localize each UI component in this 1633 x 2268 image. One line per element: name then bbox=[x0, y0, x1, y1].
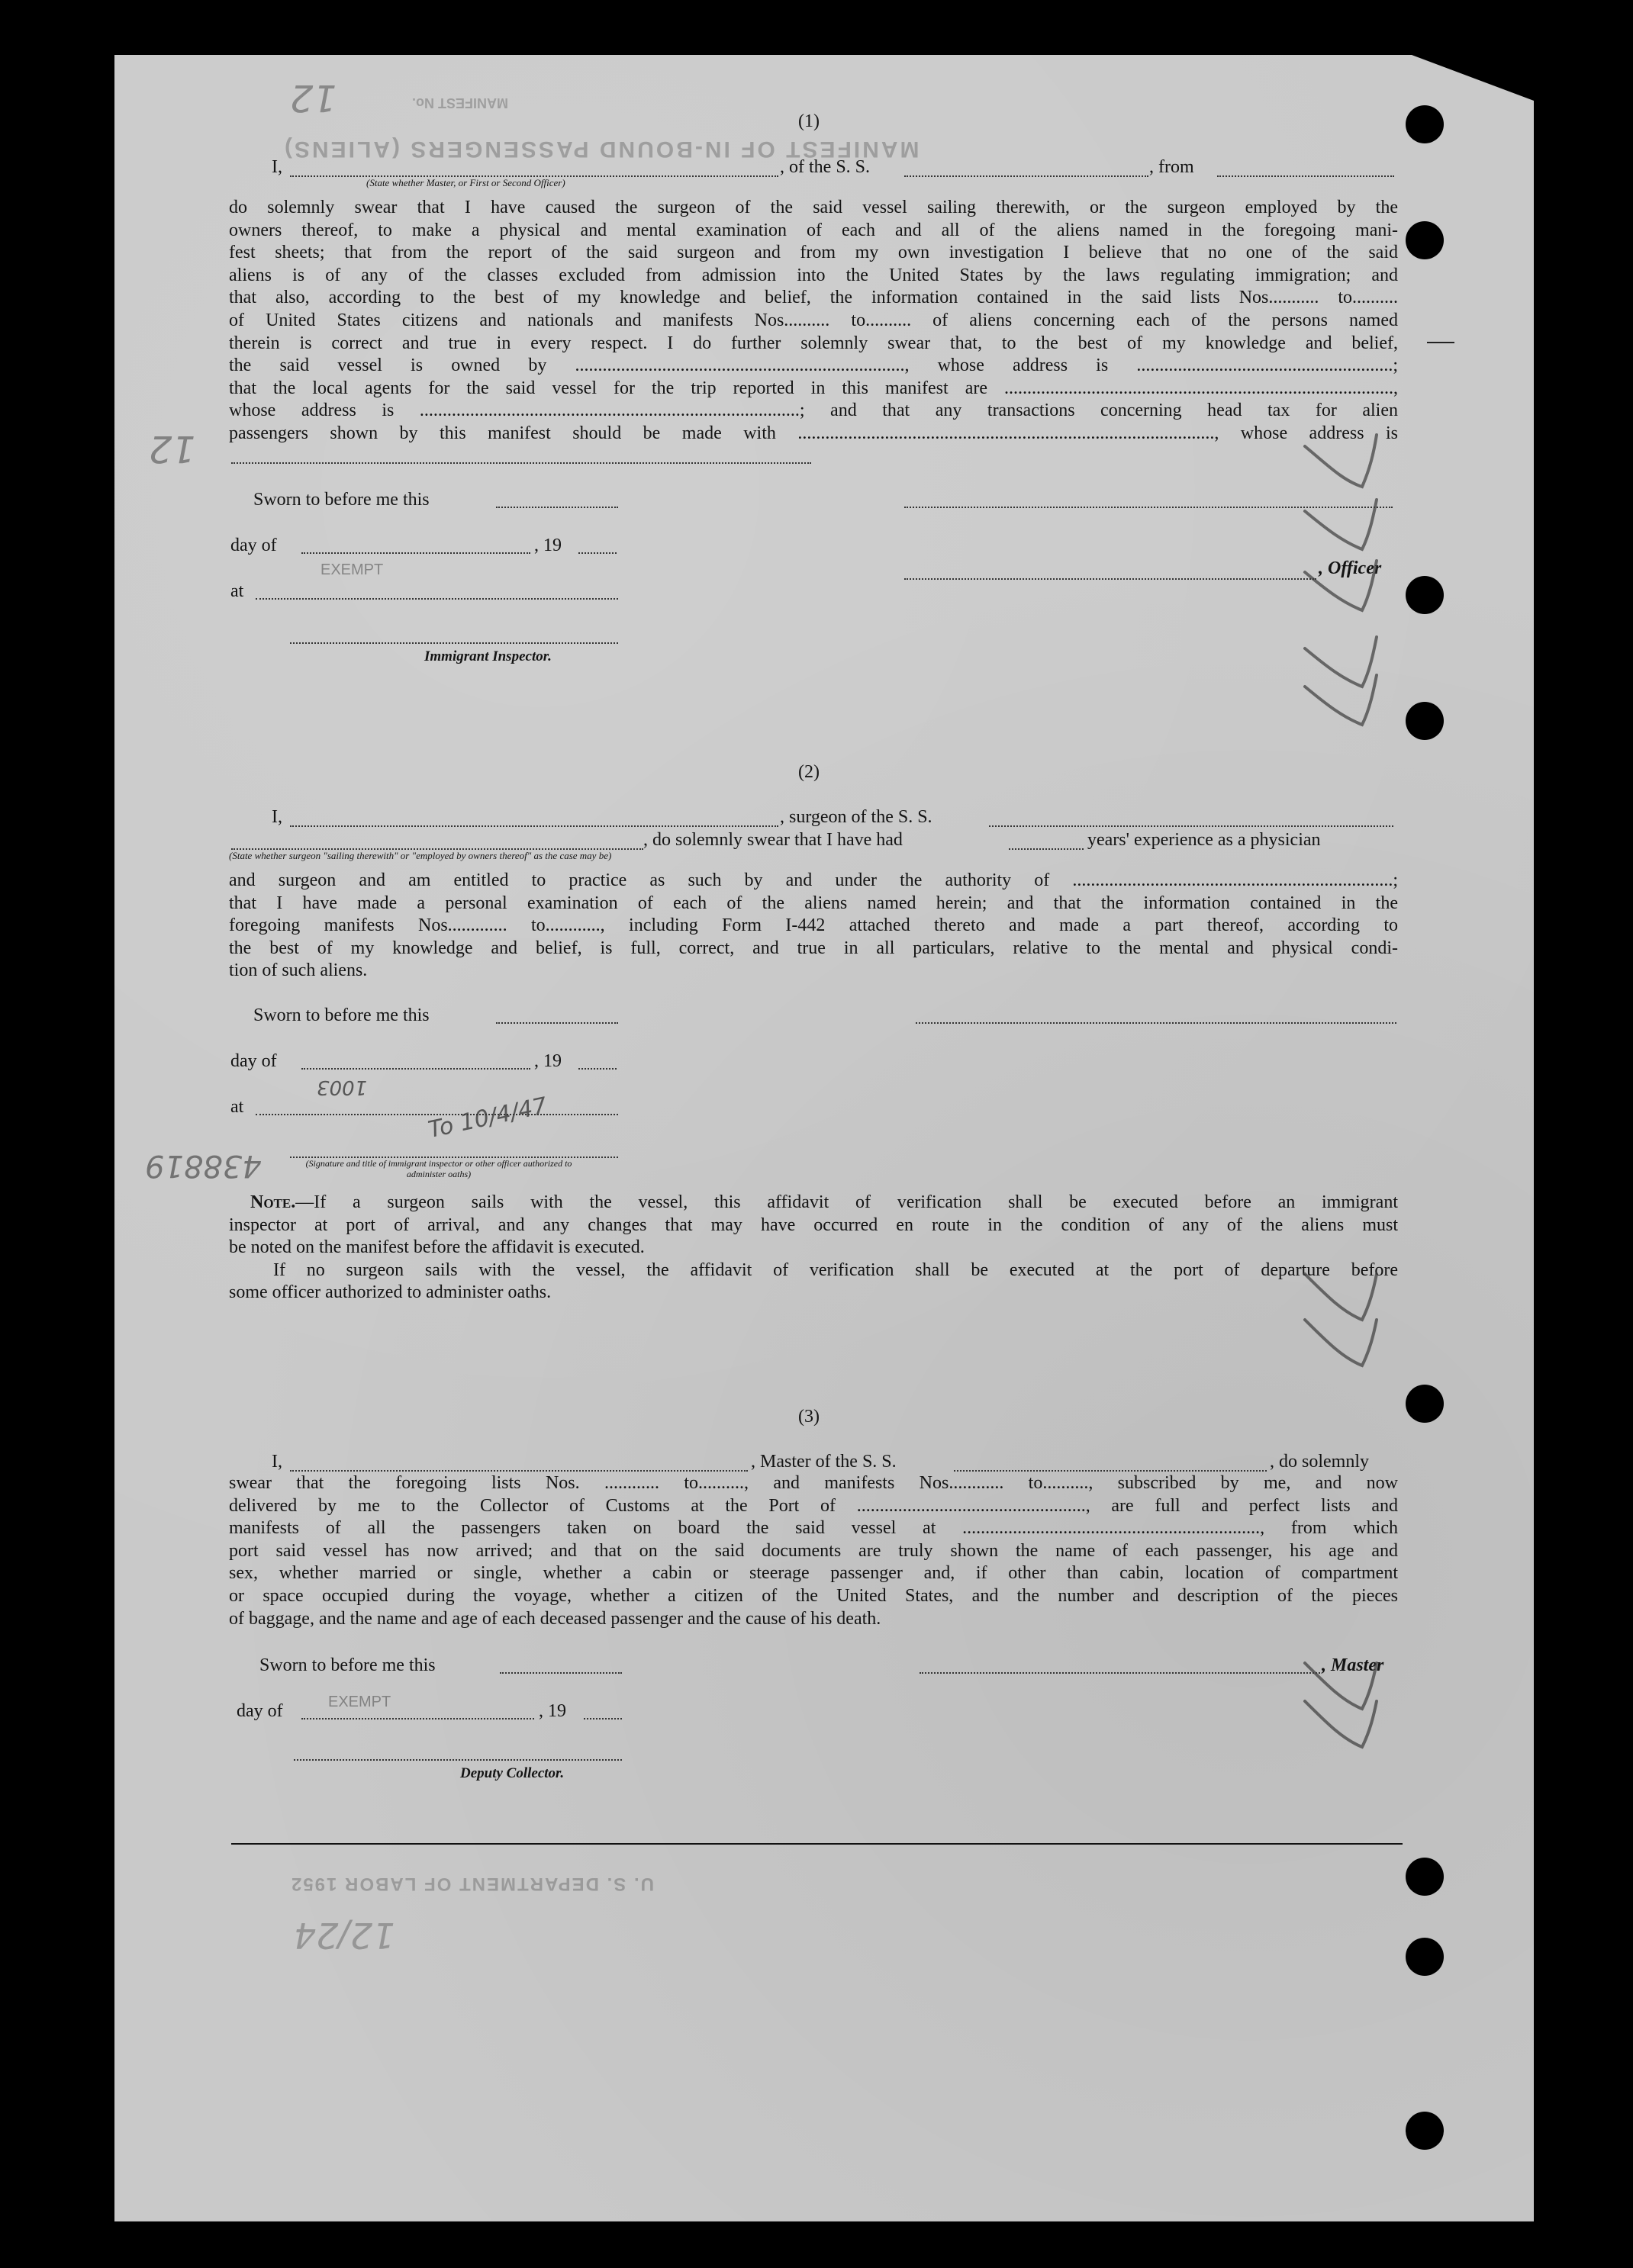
section-3-day-of: day of bbox=[237, 1701, 283, 1721]
note-line: If no surgeon sails with the vessel, the affidavit of verification shall be executed at the port of departure before bbox=[273, 1259, 1398, 1280]
tick-mark bbox=[1305, 1320, 1377, 1366]
section-2-sworn: Sworn to before me this bbox=[253, 1005, 430, 1025]
oath-line: that the local agents for the said vessel for the trip reported in this manifest are ....................................................................................., bbox=[229, 378, 1398, 398]
surgeon-name-blank[interactable] bbox=[290, 825, 778, 827]
sworn-day-blank[interactable] bbox=[496, 507, 618, 508]
officer-title-blank[interactable] bbox=[904, 578, 1316, 580]
section-2-day-of: day of bbox=[230, 1051, 277, 1071]
check-marks bbox=[1297, 427, 1389, 1800]
tick-mark bbox=[1305, 1274, 1377, 1320]
oath-line: aliens is of any of the classes excluded from admission into the United States by the laws regulating immigration; and bbox=[229, 265, 1398, 285]
section-1-of-ss: , of the S. S. bbox=[780, 157, 871, 177]
section-3-sworn: Sworn to before me this bbox=[259, 1655, 436, 1675]
binder-hole bbox=[1406, 1938, 1444, 1976]
oath-line: port said vessel has now arrived; and that on the said documents are truly shown the name of each passenger, his age and bbox=[229, 1540, 1398, 1561]
oath-line: whose address is ...................................................................................; and that any transactions concerning head tax for alien bbox=[229, 401, 1398, 421]
margin-number: 12 bbox=[149, 427, 196, 470]
section-2-caption-signature: (Signature and title of immigrant inspector or other officer authorized to administer oaths) bbox=[305, 1158, 572, 1179]
ghost-title: MANIFEST OF IN-BOUND PASSENGERS (ALIENS) bbox=[282, 137, 920, 162]
section-1-i: I, bbox=[272, 157, 282, 177]
section-3-deputy: Deputy Collector. bbox=[460, 1765, 565, 1781]
section-2-year: , 19 bbox=[534, 1051, 562, 1071]
tick-mark bbox=[1305, 1663, 1377, 1709]
sworn-day-blank[interactable] bbox=[500, 1672, 622, 1674]
section-3-master-of: , Master of the S. S. bbox=[751, 1452, 897, 1472]
ghost-manifest-no: MANIFEST No. bbox=[412, 95, 508, 111]
note-label: Note. bbox=[250, 1192, 296, 1212]
tick-mark bbox=[1305, 561, 1377, 610]
note-line: be noted on the manifest before the affidavit is executed. bbox=[229, 1237, 645, 1258]
section-2-caption: (State whether surgeon "sailing therewith" or "employed by owners thereof" as the case may be) bbox=[229, 850, 612, 861]
note-line bbox=[229, 1192, 1398, 1214]
section-3-master: , Master bbox=[1322, 1655, 1384, 1675]
section-1-number: (1) bbox=[798, 111, 820, 131]
month-blank[interactable] bbox=[301, 1718, 534, 1719]
note-text: —If a surgeon sails with the vessel, this affidavit of verification shall be executed before an immigrant bbox=[295, 1192, 1398, 1212]
handwritten-annotation: 1003 bbox=[317, 1076, 368, 1099]
section-2-number: (2) bbox=[798, 762, 820, 782]
address-continuation-blank[interactable] bbox=[231, 462, 811, 464]
section-2-years: years' experience as a physician bbox=[1087, 830, 1321, 850]
section-2-swear: , do solemnly swear that I have had bbox=[643, 830, 903, 850]
oath-line: swear that the foregoing lists Nos. ............ to.........., and manifests Nos............ to.........., subscribed by me, and now bbox=[229, 1473, 1398, 1493]
master-name-blank[interactable] bbox=[290, 1470, 748, 1472]
section-2-surgeon-of: , surgeon of the S. S. bbox=[780, 807, 932, 827]
note-line: inspector at port of arrival, and any changes that may have occurred en route in the condition of any of the aliens must bbox=[229, 1214, 1398, 1235]
section-2-note bbox=[229, 1192, 1398, 1305]
tick-mark bbox=[1305, 500, 1377, 549]
binder-hole bbox=[1406, 1858, 1444, 1896]
section-3-solemnly: , do solemnly bbox=[1270, 1452, 1369, 1472]
oath-line: sex, whether married or single, whether a cabin or steerage passenger and, if other than cabin, location of compartment bbox=[229, 1563, 1398, 1584]
inspector-signature-blank[interactable] bbox=[290, 642, 618, 644]
torn-corner bbox=[1412, 55, 1534, 101]
section-2-i: I, bbox=[272, 807, 282, 827]
tick-mark bbox=[1305, 435, 1377, 487]
binder-hole bbox=[1406, 1385, 1444, 1423]
exempt-stamp: EXEMPT bbox=[320, 561, 384, 578]
oath-line: the said vessel is owned by ........................................................................, whose address is ........................................................; bbox=[229, 355, 1398, 376]
section-3-number: (3) bbox=[798, 1407, 820, 1427]
oath-line: owners thereof, to make a physical and mental examination of each and all of the aliens named in the foregoing mani- bbox=[229, 220, 1398, 240]
oath-line: that I have made a personal examination of each of the aliens named herein; and that the information contained in the bbox=[229, 893, 1398, 913]
oath-line: manifests of all the passengers taken on board the said vessel at ................................................................., from which bbox=[229, 1518, 1398, 1539]
oath-line: the best of my knowledge and belief, is full, correct, and true in all particulars, relative to the mental and physical condi- bbox=[229, 938, 1398, 958]
month-blank[interactable] bbox=[301, 552, 530, 554]
vessel-name-blank[interactable] bbox=[904, 175, 1148, 177]
section-1-day-of: day of bbox=[230, 536, 277, 555]
section-3-oath-text bbox=[229, 1472, 1398, 1630]
oath-line: tion of such aliens. bbox=[229, 960, 368, 981]
year-blank[interactable] bbox=[584, 1718, 622, 1719]
section-3-i: I, bbox=[272, 1452, 282, 1472]
section-1-sworn: Sworn to before me this bbox=[253, 490, 430, 510]
binder-hole bbox=[1406, 702, 1444, 740]
from-port-blank[interactable] bbox=[1217, 175, 1394, 177]
oath-line: passengers shown by this manifest should be made with ..........................................................................................., whose address is bbox=[229, 423, 1398, 443]
month-blank[interactable] bbox=[301, 1068, 530, 1070]
section-1-from: , from bbox=[1149, 157, 1194, 177]
section-2-at: at bbox=[230, 1097, 244, 1117]
oath-line: of United States citizens and nationals and manifests Nos.......... to.......... of aliens concerning each of the persons named bbox=[229, 310, 1398, 330]
binder-hole bbox=[1406, 576, 1444, 614]
sworn-day-blank[interactable] bbox=[496, 1022, 618, 1024]
tick-mark bbox=[1305, 675, 1377, 725]
section-1-oath-text bbox=[229, 197, 1398, 446]
oath-line: fest sheets; that from the report of the said surgeon and from my own investigation I believe that no one of the said bbox=[229, 243, 1398, 263]
binder-hole bbox=[1406, 2112, 1444, 2150]
oath-line: do solemnly swear that I have caused the surgeon of the said vessel sailing therewith, or the surgeon employed by the bbox=[229, 198, 1398, 217]
binder-hole bbox=[1406, 221, 1444, 259]
year-blank[interactable] bbox=[578, 1068, 617, 1070]
master-signature-blank[interactable] bbox=[920, 1672, 1320, 1674]
oath-line: foregoing manifests Nos............. to............, including Form I-442 attached thereto and made a part thereof, according to bbox=[229, 915, 1398, 936]
oath-line: that also, according to the best of my knowledge and belief, the information contained in the said lists Nos........... to.......... bbox=[229, 288, 1398, 308]
oath-line: and surgeon and am entitled to practice as such by and under the authority of ......................................................................; bbox=[229, 870, 1398, 890]
margin-dash bbox=[1427, 342, 1454, 343]
exempt-stamp: EXEMPT bbox=[328, 1694, 391, 1710]
handwritten-page-number: 12 bbox=[290, 76, 337, 119]
bottom-rule bbox=[231, 1843, 1403, 1845]
tick-mark bbox=[1305, 637, 1377, 687]
section-1-inspector: Immigrant Inspector. bbox=[424, 648, 552, 664]
at-place-blank[interactable] bbox=[256, 598, 618, 600]
section-3-year: , 19 bbox=[539, 1701, 566, 1721]
years-experience-blank[interactable] bbox=[1009, 848, 1084, 850]
section-1-officer: , Officer bbox=[1319, 558, 1382, 578]
oath-line: or space occupied during the voyage, whether a citizen of the United States, and the number and description of the pieces bbox=[229, 1585, 1398, 1606]
tick-mark bbox=[1305, 1701, 1377, 1747]
handwritten-annotation: To 10/4/47 bbox=[426, 1092, 550, 1144]
section-1-at: at bbox=[230, 581, 244, 601]
oath-line: delivered by me to the Collector of Customs at the Port of .................................................., are full and perfect lists and bbox=[229, 1495, 1398, 1516]
ghost-footer: U. S. DEPARTMENT OF LABOR 1952 bbox=[290, 1874, 654, 1894]
oath-line: therein is correct and true in every respect. I do further solemnly swear that, to the best of my knowledge and belief, bbox=[229, 333, 1398, 353]
margin-handwriting: 438819 bbox=[145, 1148, 262, 1183]
master-vessel-blank[interactable] bbox=[954, 1470, 1267, 1472]
binder-hole bbox=[1406, 105, 1444, 143]
oath-line: of baggage, and the name and age of each deceased passenger and the cause of his death. bbox=[229, 1608, 881, 1629]
section-1-year: , 19 bbox=[534, 536, 562, 555]
section-1-caption: (State whether Master, or First or Second Officer) bbox=[366, 177, 565, 188]
collector-signature-blank[interactable] bbox=[294, 1759, 622, 1761]
section-2-oath-text bbox=[229, 870, 1398, 983]
year-blank[interactable] bbox=[578, 552, 617, 554]
note-line: some officer authorized to administer oaths. bbox=[229, 1282, 552, 1303]
handwritten-footer: 12/24 bbox=[294, 1915, 395, 1956]
